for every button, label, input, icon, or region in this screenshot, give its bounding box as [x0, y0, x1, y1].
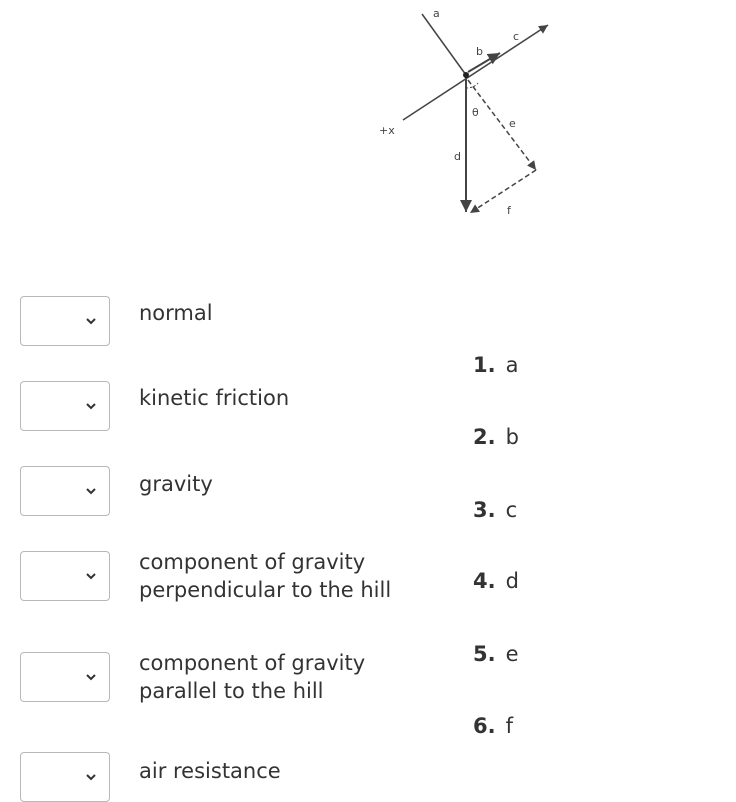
answer-select-4[interactable]: [20, 551, 110, 601]
label-c: c: [513, 30, 520, 43]
vector-b: [468, 53, 500, 72]
term-label: component of gravity perpendicular to the hill: [139, 550, 392, 602]
term-label: air resistance: [139, 759, 281, 783]
term-label: normal: [139, 301, 213, 325]
answer-select-1[interactable]: [20, 296, 110, 346]
vector-a: [422, 14, 466, 75]
chevron-down-icon: [85, 315, 97, 327]
chevron-down-icon: [85, 771, 97, 783]
answer-select-2[interactable]: [20, 381, 110, 431]
choice-value: d: [505, 569, 519, 593]
label-plus-x: +x: [379, 124, 395, 137]
term-label: component of gravity parallel to the hill: [139, 651, 366, 703]
choice-value: f: [505, 714, 513, 738]
choice-value: e: [505, 642, 519, 666]
vector-f: [470, 170, 536, 213]
angle-arc: [466, 83, 478, 88]
choice-number: 4.: [473, 569, 496, 593]
chevron-down-icon: [85, 671, 97, 683]
choice-item: [473, 567, 519, 595]
choice-number: 1.: [473, 353, 496, 377]
label-d: d: [454, 150, 461, 163]
label-f: f: [507, 204, 511, 217]
free-body-diagram: [370, 0, 570, 225]
choice-number: 2.: [473, 425, 496, 449]
choice-value: b: [505, 425, 519, 449]
choice-item: [473, 423, 519, 451]
term-label: gravity: [139, 472, 213, 496]
choice-item: [473, 712, 513, 740]
choice-value: a: [505, 353, 519, 377]
object-point: [463, 72, 469, 78]
vector-e: [468, 80, 536, 170]
choice-number: 3.: [473, 498, 496, 522]
choice-item: [473, 496, 517, 524]
answer-select-3[interactable]: [20, 466, 110, 516]
chevron-down-icon: [85, 485, 97, 497]
chevron-down-icon: [85, 400, 97, 412]
term-label: kinetic friction: [139, 386, 290, 410]
label-e: e: [509, 117, 516, 130]
label-b: b: [476, 45, 483, 58]
choice-number: 6.: [473, 714, 496, 738]
chevron-down-icon: [85, 570, 97, 582]
label-a: a: [433, 7, 440, 20]
choice-value: c: [505, 498, 518, 522]
label-theta: θ: [472, 106, 479, 119]
answer-select-6[interactable]: [20, 752, 110, 802]
choice-item: [473, 640, 519, 668]
choice-item: [473, 351, 518, 379]
choice-number: 5.: [473, 642, 496, 666]
answer-select-5[interactable]: [20, 652, 110, 702]
